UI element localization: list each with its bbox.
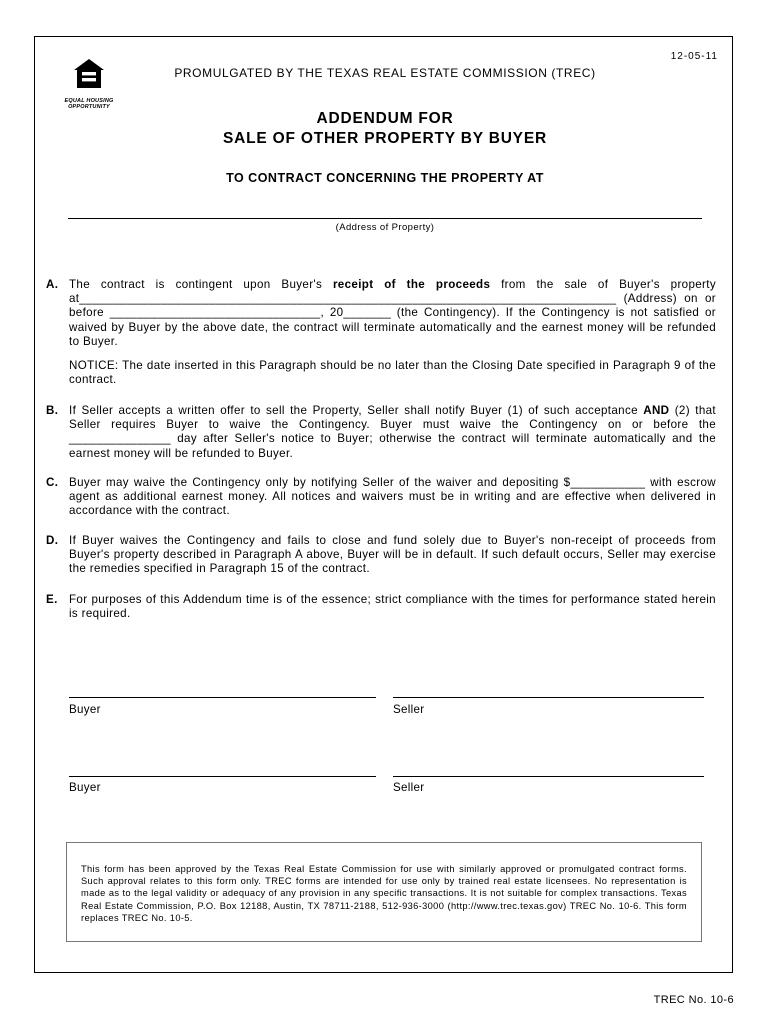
seller-label-1: Seller — [393, 703, 425, 716]
paragraph-d-text: If Buyer waives the Contingency and fails to close and fund solely due to Buyer's non-receipt of proceeds from Buyer's property described in Paragraph A above, Buyer will be in default. If such default occurs, Seller may exercise the remedies specified in Paragraph 15 of the contract. — [69, 534, 716, 576]
title-line-1: ADDENDUM FOR — [316, 110, 454, 127]
paragraph-a-label: A. — [46, 278, 59, 291]
form-number: TREC No. 10-6 — [653, 994, 734, 1006]
subtitle: TO CONTRACT CONCERNING THE PROPERTY AT — [226, 171, 544, 185]
paragraph-a-notice-text: NOTICE: The date inserted in this Paragraph should be no later than the Closing Date specified in Paragraph 9 of the contract. — [69, 359, 716, 387]
paragraph-b-text-1: If Seller accepts a written offer to sell the Property, Seller shall notify Buyer (1) of such acceptance — [69, 404, 644, 417]
address-caption: (Address of Property) — [335, 222, 435, 233]
paragraph-a — [46, 278, 716, 349]
paragraph-e — [46, 593, 716, 621]
buyer-label-2: Buyer — [69, 781, 101, 794]
title-line-2: SALE OF OTHER PROPERTY BY BUYER — [223, 130, 547, 147]
paragraph-a-text-2: from the sale of Buyer's property at_______________________________________________________________________________ (Address) on or before _______________________________, 20_______ (the Contingency). If the Contingency is not satisfied or waived by Buyer by the above date, the contract will terminate automatically and the earnest money will be refunded to Buyer. — [69, 278, 716, 348]
paragraph-d-label: D. — [46, 534, 59, 547]
promulgated-line: PROMULGATED BY THE TEXAS REAL ESTATE COMMISSION (TREC) — [174, 66, 596, 80]
form-date: 12-05-11 — [670, 51, 718, 62]
paragraph-b-bold: AND — [643, 404, 670, 417]
paragraph-a-text-1: The contract is contingent upon Buyer's — [69, 278, 333, 291]
paragraph-c-text: Buyer may waive the Contingency only by notifying Seller of the waiver and depositing $___________ with escrow agent as additional earnest money. All notices and waivers must be in writing and are effective when delivered in accordance with the contract. — [69, 476, 716, 518]
seller-signature-line-1[interactable] — [393, 697, 704, 698]
paragraph-a-text — [69, 278, 716, 349]
paragraph-e-label: E. — [46, 593, 58, 606]
paragraph-e-text: For purposes of this Addendum time is of the essence; strict compliance with the times for performance stated herein is required. — [69, 593, 716, 621]
paragraph-b — [46, 404, 716, 461]
approval-notice-box — [66, 842, 702, 942]
paragraph-a-bold: receipt of the proceeds — [332, 278, 491, 291]
buyer-signature-line-2[interactable] — [69, 776, 376, 777]
paragraph-d — [46, 534, 716, 577]
paragraph-b-label: B. — [46, 404, 59, 417]
paragraph-a-notice — [46, 359, 716, 387]
paragraph-c-label: C. — [46, 476, 59, 489]
buyer-signature-line-1[interactable] — [69, 697, 376, 698]
paragraph-b-text — [69, 404, 716, 461]
equal-housing-logo — [64, 57, 114, 110]
seller-signature-line-2[interactable] — [393, 776, 704, 777]
paragraph-b-text-2: (2) that Seller requires Buyer to waive the Contingency. Buyer must waive the Contingency on or before the _______________ day after Seller's notice to Buyer; otherwise the contract will terminate automatically and the earnest money will be refunded to Buyer. — [69, 404, 716, 460]
buyer-label-1: Buyer — [69, 703, 101, 716]
seller-label-2: Seller — [393, 781, 425, 794]
equal-housing-caption: EQUAL HOUSING OPPORTUNITY — [64, 98, 114, 110]
paragraph-c — [46, 476, 716, 519]
address-field-line[interactable] — [68, 218, 702, 219]
approval-notice-text: This form has been approved by the Texas Real Estate Commission for use with similarly approved or promulgated contract forms. Such approval relates to this form only. TREC forms are intended for use only by trained real estate licensees. No representation is made as to the legal validity or adequacy of any provision in any specific transactions. It is not suitable for complex transactions. Texas Real Estate Commission, P.O. Box 12188, Austin, TX 78711-2188, 512-936-3000 (http://www.trec.texas.gov) TREC No. 10-6. This form replaces TREC No. 10-5. — [81, 864, 687, 923]
